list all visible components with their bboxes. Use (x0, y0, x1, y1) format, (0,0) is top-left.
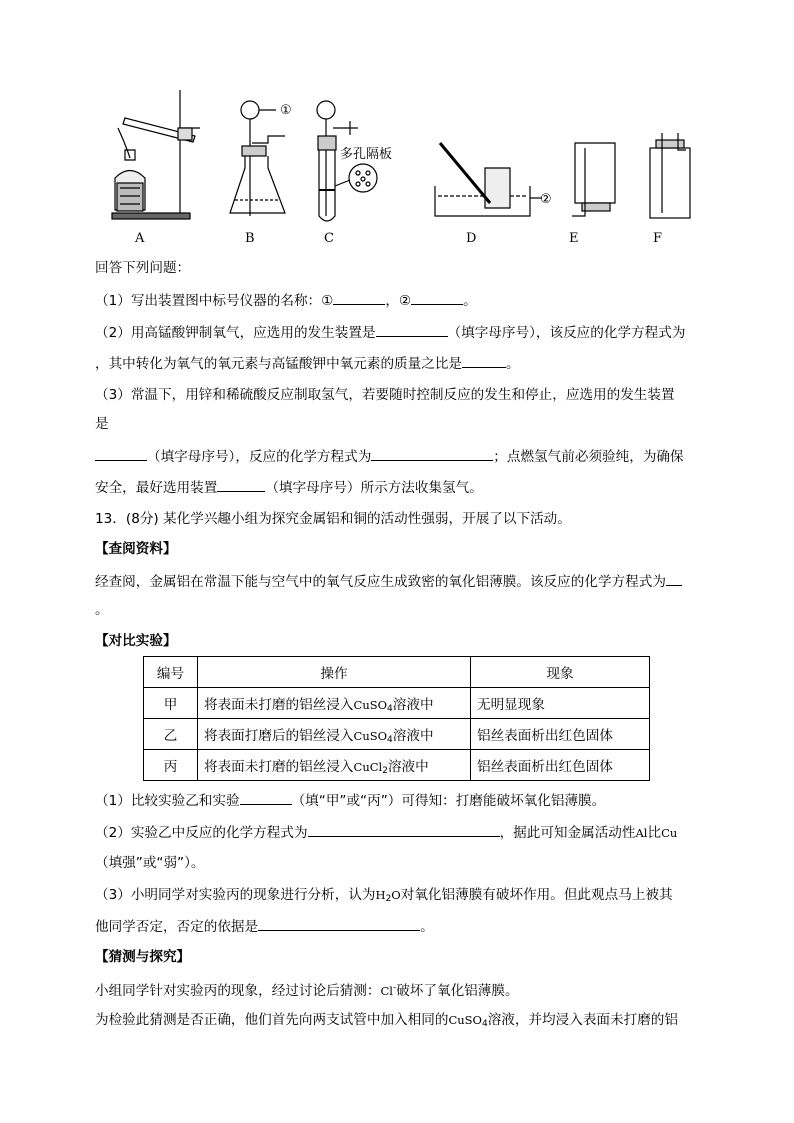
question-3: （3）常温下，用锌和稀硫酸反应制取氢气，若要随时控制反应的发生和停止，应选用的发生装置 (95, 387, 675, 403)
perforated-plate-label: 多孔隔板 (340, 147, 393, 162)
table-header-row (144, 657, 650, 688)
apparatus-b (230, 101, 285, 216)
answer-blank (376, 322, 448, 337)
table-row: 甲 将表面未打磨的铝丝浸入CuSO$_4$溶液中 无明显现象 (144, 688, 650, 719)
answer-blank (371, 446, 493, 461)
label-e: E (569, 231, 579, 246)
table-row: 乙 将表面打磨后的铝丝浸入CuSO$_4$溶液中 铝丝表面析出红色固体 (144, 719, 650, 750)
header-cell: 现象 (471, 657, 650, 688)
apparatus-e (572, 143, 615, 216)
lookup-text: 经查阅，金属铝在常温下能与空气中的氧气反应生成致密的氧化铝薄膜。该反应的化学方程式为 (95, 571, 682, 592)
compare-q3-cont: 他同学否定，否定的依据是 。 (95, 916, 434, 937)
guess-text: 小组同学针对实验丙的现象，经过讨论后猜测：Cl-破坏了氧化铝薄膜。 (95, 983, 519, 999)
verify-text: 为检验此猜测是否正确，他们首先向两支试管中加入相同的CuSO$_4$溶液，并均浸入表面未打磨的铝 (95, 1012, 678, 1029)
answer-blank (333, 290, 385, 305)
question-3-cont3: 安全，最好选用装置 （填字母序号）所示方法收集氢气。 (95, 477, 483, 498)
question-1: （1）写出装置图中标号仪器的名称：① ，② 。 (95, 290, 477, 311)
apparatus-a (112, 90, 200, 219)
compare-q2-cont: （填强”或“弱”）。 (95, 855, 205, 871)
apparatus-figure (90, 88, 710, 253)
answer-blank (666, 571, 682, 586)
label-b: B (245, 231, 255, 246)
apparatus-d (435, 143, 542, 216)
section-lookup: 【查阅资料】 (95, 541, 177, 557)
table-row: 丙 将表面未打磨的铝丝浸入CuCl$_2$溶液中 铝丝表面析出红色固体 (144, 750, 650, 781)
question-2: （2）用高锰酸钾制氧气，应选用的发生装置是 （填字母序号），该反应的化学方程式为 (95, 322, 685, 343)
question-3-cont: 是 (95, 416, 109, 432)
intro-line: 回答下列问题： (95, 260, 191, 276)
question-2-cont: ，其中转化为氧气的氧元素与高锰酸钾中氧元素的质量之比是 。 (95, 353, 520, 374)
label-c: C (324, 231, 334, 246)
answer-blank (95, 446, 147, 461)
section-compare: 【对比实验】 (95, 633, 177, 649)
label-d: D (466, 231, 477, 246)
header-cell: 操作 (198, 657, 471, 688)
answer-blank (462, 353, 506, 368)
marker-2: ② (540, 192, 552, 207)
label-a: A (135, 231, 145, 246)
compare-q1: （1）比较实验乙和实验 （填“甲”或“丙”）可得知：打磨能破坏氧化铝薄膜。 (95, 790, 605, 811)
answer-blank (258, 916, 420, 931)
apparatus-f (650, 133, 690, 218)
header-cell: 编号 (144, 657, 198, 688)
answer-blank (217, 477, 265, 492)
question-3-cont2: （填字母序号），反应的化学方程式为 ；点燃氢气前必须验纯，为确保 (95, 446, 684, 467)
compare-q2: （2）实验乙中反应的化学方程式为 ，据此可知金属活动性Al比Cu (95, 822, 677, 843)
experiment-table (143, 656, 650, 781)
answer-blank (411, 290, 463, 305)
marker-1: ① (280, 103, 292, 118)
compare-q3: （3）小明同学对实验丙的现象进行分析，认为$H_2O$对氧化铝薄膜有破坏作用。但此观点马上被其 (95, 887, 673, 904)
question-13: 13．(8分) 某化学兴趣小组为探究金属铝和铜的活动性强弱，开展了以下活动。 (95, 511, 571, 527)
lookup-text-end: 。 (95, 602, 109, 618)
answer-blank (240, 790, 292, 805)
answer-blank (308, 822, 500, 837)
label-f: F (653, 231, 663, 246)
section-guess: 【猜测与探究】 (95, 949, 191, 965)
